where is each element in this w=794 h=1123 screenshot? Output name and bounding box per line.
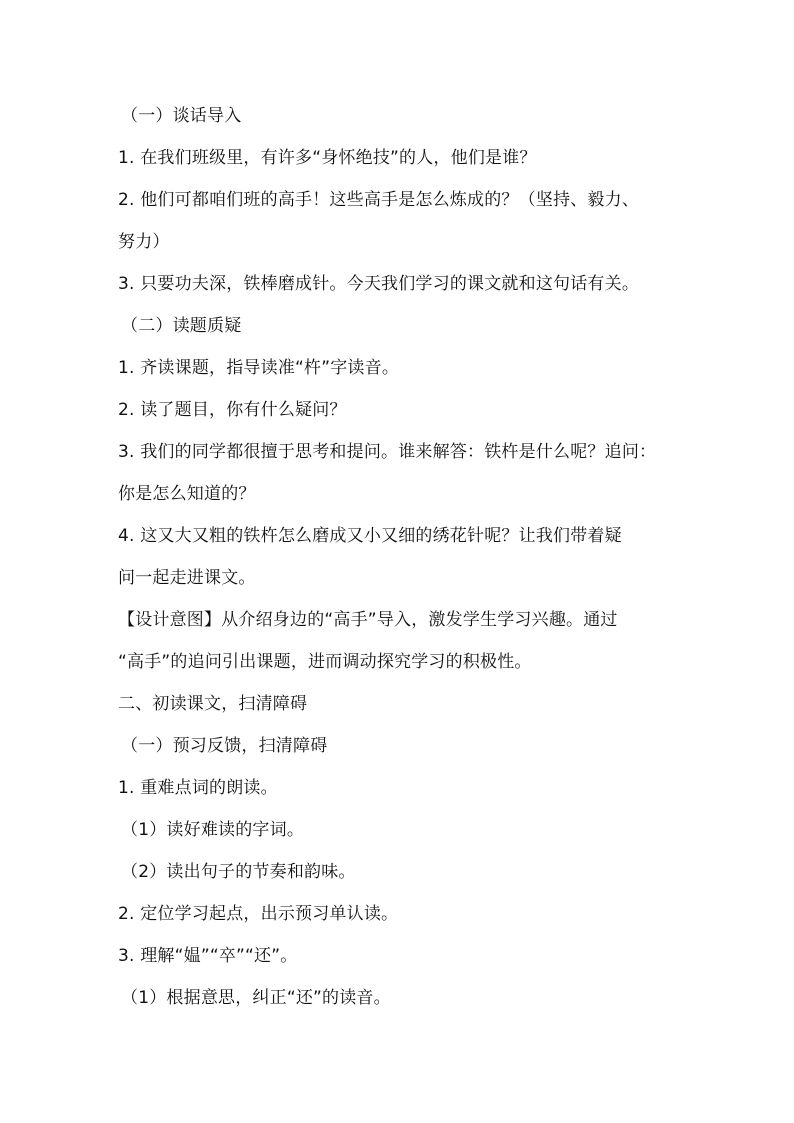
paragraph-line: （1）读好难读的字词。 <box>121 820 305 840</box>
paragraph-line: 1. 齐读课题，指导读准“杵”字读音。 <box>118 358 400 378</box>
paragraph-line: 3. 只要功夫深，铁棒磨成针。今天我们学习的课文就和这句话有关。 <box>118 274 640 294</box>
paragraph-line: 2. 定位学习起点，出示预习单认读。 <box>118 904 399 924</box>
section-heading-first-reading: 二、初读课文，扫清障碍 <box>118 694 308 714</box>
paragraph-line: 2. 读了题目，你有什么疑问？ <box>118 400 347 420</box>
design-intent-line: “高手”的追问引出课题，进而调动探究学习的积极性。 <box>118 652 532 672</box>
section-heading-preview-feedback: （一）预习反馈，扫清障碍 <box>121 736 328 756</box>
paragraph-line: （2）读出句子的节奏和韵味。 <box>121 862 356 882</box>
paragraph-line: 努力） <box>118 232 170 252</box>
design-intent-line: 【设计意图】从介绍身边的“高手”导入，激发学生学习兴趣。通过 <box>118 610 618 630</box>
paragraph-line: 问一起走进课文。 <box>118 568 256 588</box>
paragraph-line: 4. 这又大又粗的铁杵怎么磨成又小又细的绣花针呢？让我们带着疑 <box>118 526 622 546</box>
paragraph-line: （1）根据意思，纠正“还”的读音。 <box>121 988 391 1008</box>
paragraph-line: 1. 重难点词的朗读。 <box>118 778 278 798</box>
paragraph-line: 3. 理解“媪”“卒”“还”。 <box>118 946 298 966</box>
section-heading-talk-intro: （一）谈话导入 <box>121 106 242 126</box>
section-heading-title-question: （二）读题质疑 <box>121 316 242 336</box>
paragraph-line: 1. 在我们班级里，有许多“身怀绝技”的人，他们是谁？ <box>118 148 537 168</box>
paragraph-line: 3. 我们的同学都很擅于思考和提问。谁来解答：铁杵是什么呢？追问： <box>118 442 657 462</box>
paragraph-line: 2. 他们可都咱们班的高手！这些高手是怎么炼成的？（坚持、毅力、 <box>118 190 640 210</box>
paragraph-line: 你是怎么知道的？ <box>118 484 256 504</box>
